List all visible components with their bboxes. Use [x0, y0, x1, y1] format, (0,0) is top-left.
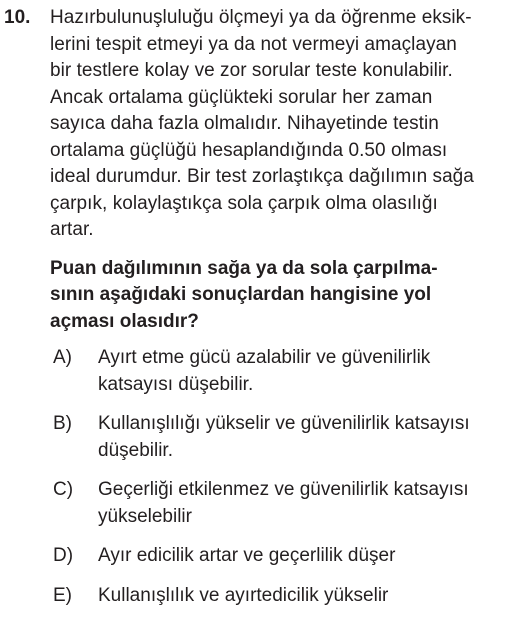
stem-line: ideal durumdur. Bir test zorlaştıkça dağılımın sağa [50, 166, 474, 187]
question-body [50, 5, 510, 622]
option-letter: B) [53, 413, 72, 434]
question-prompt [50, 256, 510, 336]
answer-options [50, 345, 510, 609]
option-e[interactable] [50, 583, 510, 610]
option-text-line: Kullanışlılık ve ayırtedicilik yükselir [98, 584, 389, 606]
option-text-line: Geçerliği etkilenmez ve güvenilirlik katsayısı [98, 479, 469, 500]
option-letter: A) [53, 347, 72, 368]
option-text-line: Ayırt etme gücü azalabilir ve güvenilirlik [98, 347, 431, 368]
option-d[interactable] [50, 543, 510, 570]
option-a[interactable] [50, 345, 510, 398]
option-letter: D) [53, 545, 74, 566]
prompt-line: sının aşağıdaki sonuçlardan hangisine yol [50, 284, 432, 305]
option-text-line: düşebilir. [98, 439, 173, 461]
prompt-line: açması olasıdır? [50, 310, 199, 332]
option-text-line: katsayısı düşebilir. [98, 373, 254, 395]
option-text-line: Ayır edicilik artar ve geçerlilik düşer [98, 545, 396, 566]
stem-line: bir testlere kolay ve zor sorular teste konulabilir. [50, 60, 453, 81]
option-letter: E) [53, 584, 72, 606]
option-b[interactable] [50, 411, 510, 464]
stem-line: sayıca daha fazla olmalıdır. Nihayetinde testin [50, 113, 439, 134]
option-text-line: yükselebilir [98, 505, 192, 527]
stem-line: artar. [50, 219, 94, 240]
question-stem [50, 5, 510, 244]
stem-line: Ancak ortalama güçlükteki sorular her zaman [50, 86, 433, 108]
option-c[interactable] [50, 477, 510, 530]
prompt-line: Puan dağılımının sağa ya da sola çarpılma- [50, 257, 438, 279]
stem-line: çarpık, kolaylaştıkça sola çarpık olma olasılığı [50, 192, 438, 214]
stem-line: ortalama güçlüğü hesaplandığında 0.50 olması [50, 139, 448, 161]
question-number: 10. [4, 7, 31, 28]
stem-line: Hazırbulunuşluluğu ölçmeyi ya da öğrenme eksik- [50, 7, 472, 28]
option-text-line: Kullanışlılığı yükselir ve güvenilirlik katsayısı [98, 413, 470, 434]
stem-line: lerini tespit etmeyi ya da not vermeyi amaçlayan [50, 33, 457, 55]
option-letter: C) [53, 479, 74, 500]
